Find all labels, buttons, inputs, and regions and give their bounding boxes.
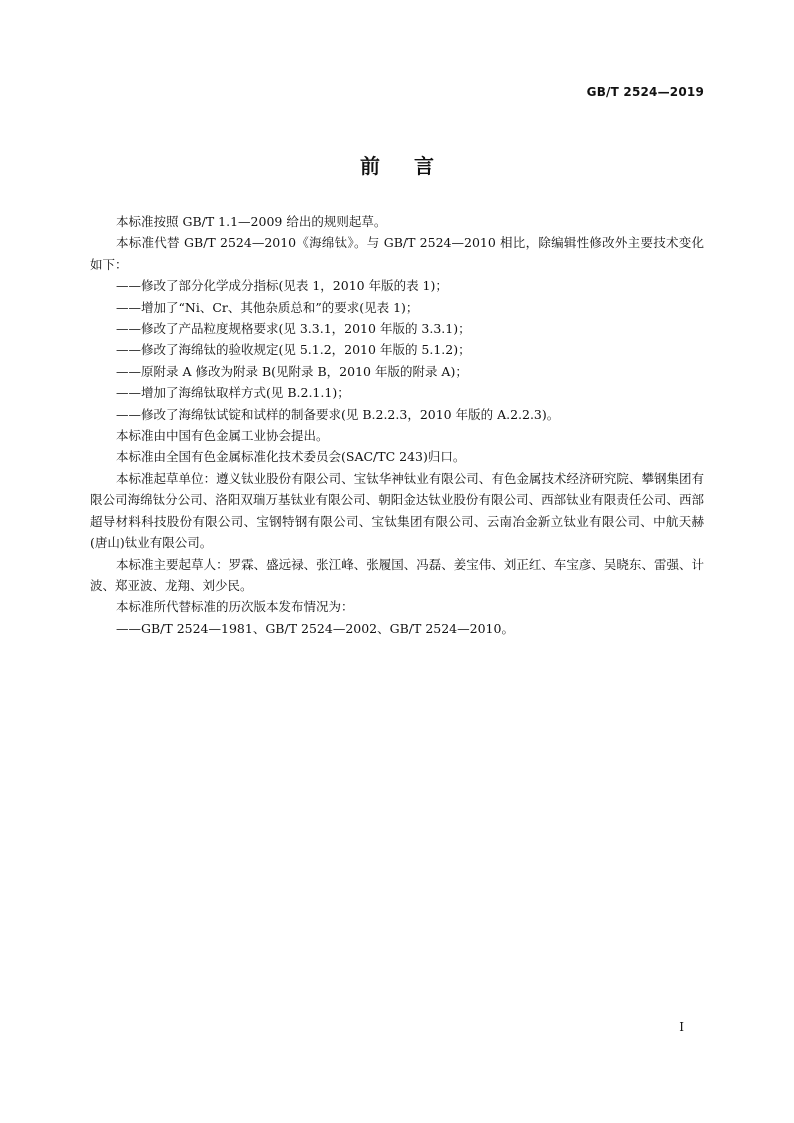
- replacement-paragraph: 本标准代替 GB/T 2524—2010《海绵钛》。与 GB/T 2524—2010 相比，除编辑性修改外主要技术变化如下：: [90, 235, 704, 272]
- change-item: ——修改了海绵钛的验收规定(见 5.1.2，2010 年版的 5.1.2)；: [116, 342, 471, 358]
- change-item: ——修改了产品粒度规格要求(见 3.3.1，2010 年版的 3.3.1)；: [116, 321, 471, 337]
- change-item: ——修改了部分化学成分指标(见表 1，2010 年版的表 1)；: [116, 278, 448, 294]
- change-item: ——增加了“Ni、Cr、其他杂质总和”的要求(见表 1)；: [116, 299, 419, 315]
- history-item: ——GB/T 2524—1981、GB/T 2524—2002、GB/T 2524—2010。: [116, 620, 514, 636]
- proposer-paragraph: 本标准由中国有色金属工业协会提出。: [116, 428, 329, 444]
- page-title: 前言: [360, 154, 468, 178]
- change-item: ——原附录 A 修改为附录 B(见附录 B，2010 年版的附录 A)；: [116, 363, 468, 379]
- drafting-units-paragraph: 本标准起草单位：遵义钛业股份有限公司、宝钛华神钛业有限公司、有色金属技术经济研究院、攀钢集团有限公司海绵钛分公司、洛阳双瑞万基钛业有限公司、朝阳金达钛业股份有限公司、西部钛业有限责任公司、西部超导材料科技股份有限公司、宝钢特钢有限公司、宝钛集团有限公司、云南冶金新立钛业有限公司、中航天赫(唐山)钛业有限公司。: [90, 470, 704, 551]
- history-intro-paragraph: 本标准所代替标准的历次版本发布情况为：: [116, 599, 354, 615]
- change-item: ——增加了海绵钛取样方式(见 B.2.1.1)；: [116, 385, 350, 401]
- page-number: I: [679, 1020, 684, 1034]
- committee-paragraph: 本标准由全国有色金属标准化技术委员会(SAC/TC 243)归口。: [116, 449, 466, 465]
- drafting-rule-paragraph: 本标准按照 GB/T 1.1—2009 给出的规则起草。: [116, 214, 387, 229]
- drafters-paragraph: 本标准主要起草人：罗霖、盛远禄、张江峰、张履国、冯磊、姜宝伟、刘正红、车宝彦、吴晓东、雷强、计波、郑亚波、龙翔、刘少民。: [90, 556, 704, 593]
- foreword-body: [90, 211, 704, 639]
- standard-code: GB/T 2524—2019: [586, 85, 704, 99]
- change-item: ——修改了海绵钛试锭和试样的制备要求(见 B.2.2.3，2010 年版的 A.2.2.3)。: [116, 406, 560, 422]
